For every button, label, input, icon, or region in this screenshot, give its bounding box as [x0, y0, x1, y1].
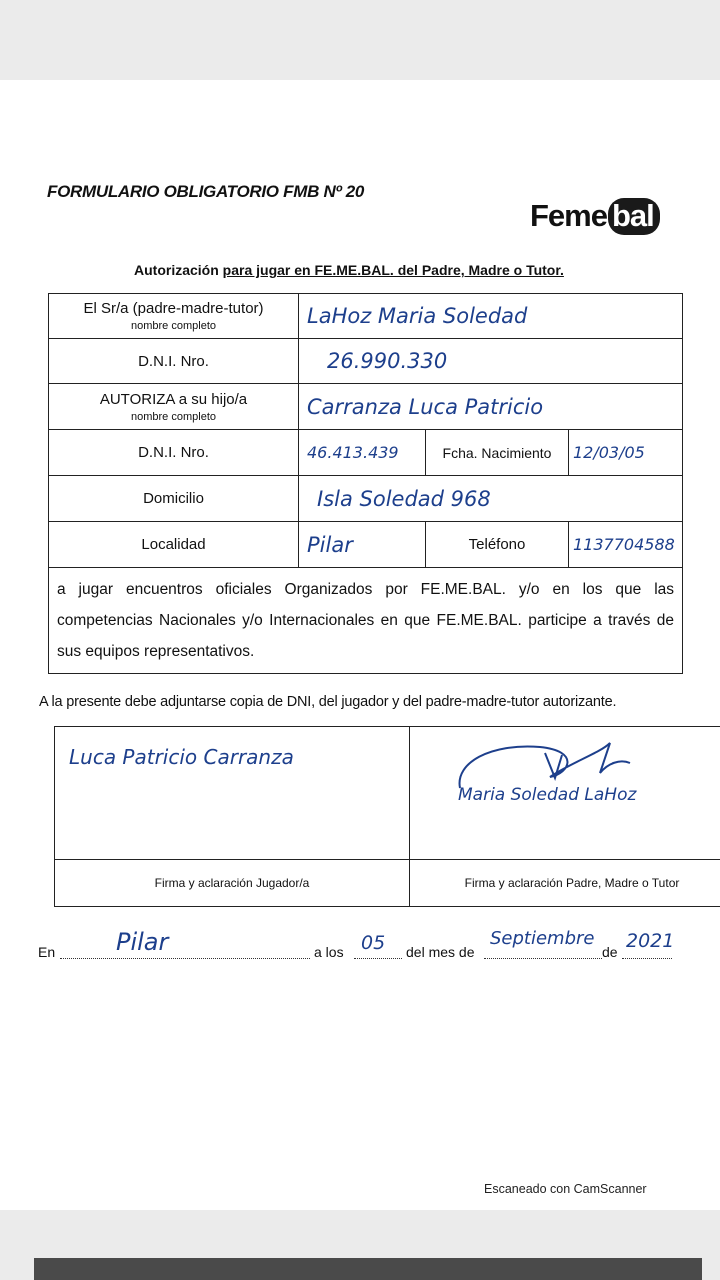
- parent-signature-name: Maria Soledad LaHoz: [458, 785, 637, 805]
- camscanner-watermark: Escaneado con CamScanner: [484, 1182, 647, 1196]
- child-label-cell: AUTORIZA a su hijo/a nombre completo: [49, 384, 299, 430]
- parent-label-cell: El Sr/a (padre-madre-tutor) nombre completo: [49, 294, 299, 339]
- phone-field: 1137704588: [569, 522, 683, 568]
- de-label: de: [602, 944, 618, 960]
- child-dni-label: D.N.I. Nro.: [49, 430, 299, 476]
- attachment-note: A la presente debe adjuntarse copia de DNI, del jugador y del padre-madre-tutor autorizante.: [39, 694, 617, 710]
- day-value: 05: [361, 932, 386, 954]
- address-field: Isla Soledad 968: [299, 476, 683, 522]
- address-label: Domicilio: [49, 476, 299, 522]
- place-dotted-line: [60, 946, 310, 959]
- form-title: FORMULARIO OBLIGATORIO FMB Nº 20: [47, 182, 365, 201]
- authorization-table: [48, 293, 683, 674]
- phone-label: Teléfono: [426, 522, 569, 568]
- a-los-label: a los: [314, 944, 344, 960]
- del-mes-label: del mes de: [406, 944, 475, 960]
- en-label: En: [38, 944, 56, 960]
- table-row: [49, 384, 683, 430]
- player-signature-box: [55, 727, 410, 860]
- parent-signature-caption: Firma y aclaración Padre, Madre o Tutor: [410, 860, 720, 907]
- city-field: Pilar: [299, 522, 426, 568]
- child-dni-field: 46.413.439: [299, 430, 426, 476]
- table-row: [49, 476, 683, 522]
- femebal-logo: Feme bal: [530, 198, 660, 234]
- place-value: Pilar: [116, 928, 169, 956]
- table-row: [49, 339, 683, 384]
- authorization-text: a jugar encuentros oficiales Organizados por FE.ME.BAL. y/o en los que las competencias Nacionales y/o Internacionales en que FE.ME.BAL. participe a través de sus equipos representativos.: [49, 568, 683, 674]
- date-line: [38, 928, 698, 970]
- dni-label: D.N.I. Nro.: [49, 339, 299, 384]
- signature-table: [54, 726, 720, 907]
- birth-date-field: 12/03/05: [569, 430, 683, 476]
- next-page-preview[interactable]: [34, 1258, 702, 1280]
- child-name-field: Carranza Luca Patricio: [299, 384, 683, 430]
- player-signature-name: Luca Patricio Carranza: [69, 745, 294, 769]
- month-value: Septiembre: [490, 928, 595, 949]
- year-value: 2021: [626, 930, 675, 952]
- form-heading: Autorización para jugar en FE.ME.BAL. del Padre, Madre o Tutor.: [134, 262, 564, 278]
- table-row: [49, 294, 683, 339]
- city-label: Localidad: [49, 522, 299, 568]
- parent-signature-box: [410, 727, 720, 860]
- table-row: [55, 727, 720, 860]
- parent-dni-field: 26.990.330: [299, 339, 683, 384]
- player-signature-caption: Firma y aclaración Jugador/a: [55, 860, 410, 907]
- top-background-strip: [0, 0, 720, 80]
- table-row: [55, 860, 720, 907]
- birth-date-label: Fcha. Nacimiento: [426, 430, 569, 476]
- table-row: [49, 430, 683, 476]
- parent-name-field: LaHoz Maria Soledad: [299, 294, 683, 339]
- table-row: [49, 522, 683, 568]
- table-row: [49, 568, 683, 674]
